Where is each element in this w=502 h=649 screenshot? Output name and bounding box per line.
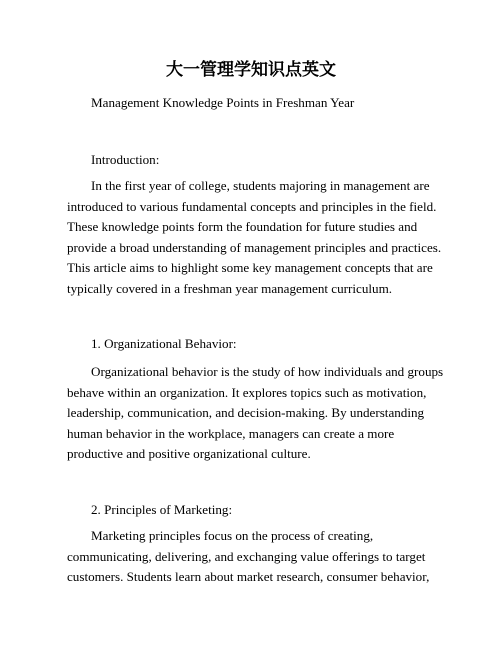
section1-paragraph [67, 362, 453, 465]
document-title: 大一管理学知识点英文 [166, 60, 336, 80]
introduction-line: introduced to various fundamental concepts and principles in the field. [67, 198, 437, 214]
section2-paragraph [67, 526, 453, 588]
section2-line: communicating, delivering, and exchanging value offerings to target [67, 548, 426, 564]
section1-line: leadership, communication, and decision-making. By understanding [67, 405, 425, 421]
introduction-line: These knowledge points form the foundation for future studies and [67, 219, 418, 235]
section1-line: productive and positive organizational culture. [67, 446, 311, 462]
introduction-heading: Introduction: [91, 152, 160, 167]
introduction-paragraph [67, 176, 453, 300]
section1-line: human behavior in the workplace, managers can create a more [67, 425, 395, 441]
introduction-line: In the first year of college, students majoring in management are [91, 178, 430, 193]
document-subtitle: Management Knowledge Points in Freshman Year [91, 95, 355, 110]
section1-line: behave within an organization. It explores topics such as motivation, [67, 384, 427, 400]
section2-heading: 2. Principles of Marketing: [91, 502, 233, 517]
introduction-line: provide a broad understanding of management principles and practices. [67, 239, 442, 255]
introduction-line: This article aims to highlight some key management concepts that are [67, 260, 433, 276]
section1-line: Organizational behavior is the study of how individuals and groups [91, 364, 444, 379]
section2-line: customers. Students learn about market research, consumer behavior, [67, 569, 430, 585]
section1-heading: 1. Organizational Behavior: [91, 336, 237, 351]
introduction-line: typically covered in a freshman year management curriculum. [67, 280, 393, 296]
section2-line: Marketing principles focus on the process of creating, [91, 528, 374, 543]
